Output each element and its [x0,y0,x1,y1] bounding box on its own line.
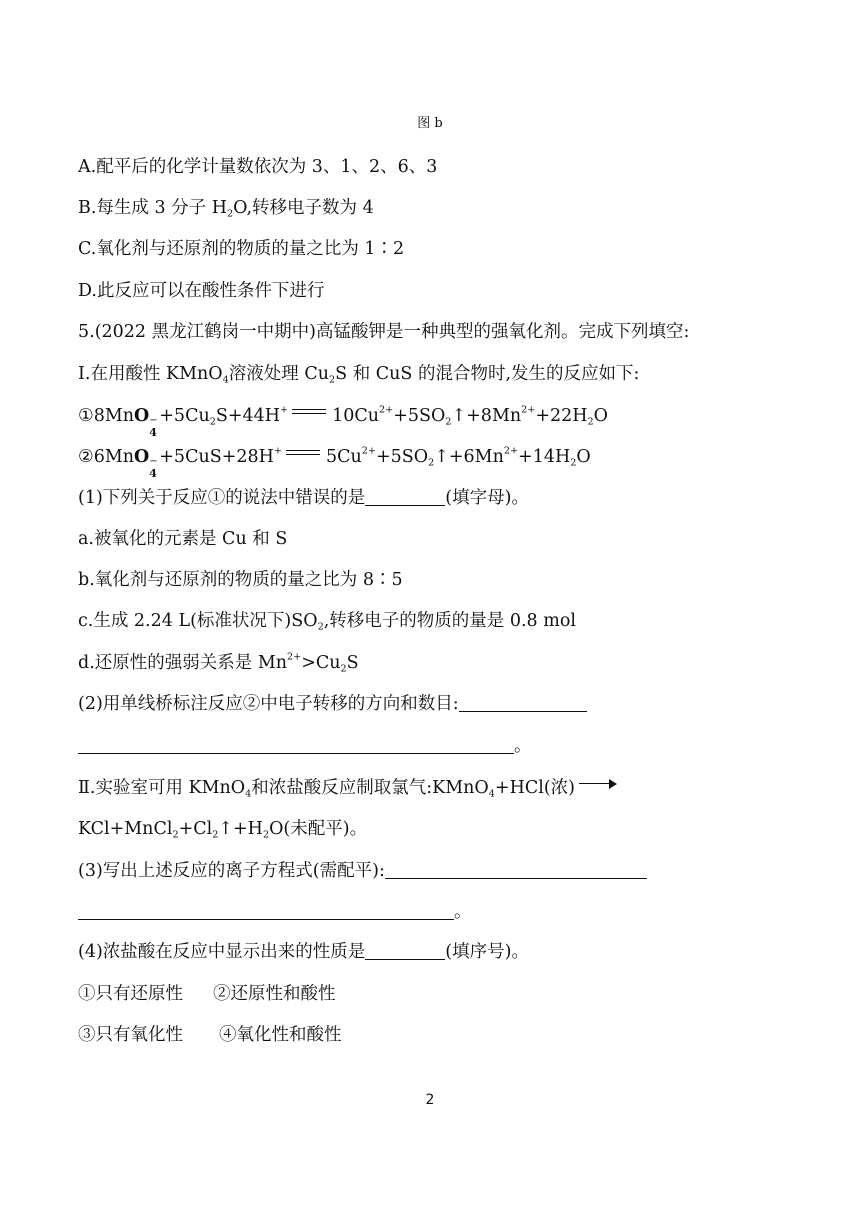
choice-a: a.被氧化的元素是 Cu 和 S [78,529,288,549]
property-option-3: ③只有氧化性 [78,1025,183,1045]
part-2-products: $KCl+MnCl_2+Cl_2↑+H_2O$(未配平)。 [78,819,368,841]
part-2-intro: Ⅱ.实验室可用 KMnO$_4$和浓盐酸反应制取氯气:KMnO$_4$+HCl(浓) [78,776,617,800]
option-c: C.氧化剂与还原剂的物质的量之比为 1∶2 [78,239,405,259]
property-option-4: ④氧化性和酸性 [219,1025,342,1045]
property-options-row-2 [78,1023,342,1047]
page-number: 2 [425,1092,435,1108]
equation-1: ①8MnO − 4 $+5Cu_2S+44H^+$ $10Cu^{2+}+5SO_2↑+8Mn^{2+}+22H_2O$ [78,404,608,439]
equals-sign [286,449,320,459]
choice-b: b.氧化剂与还原剂的物质的量之比为 8∶5 [78,570,403,590]
reaction-arrow [579,779,617,789]
property-options-row-1 [78,982,336,1006]
choice-c: c.生成 2.24 L(标准状况下)$SO_2$,转移电子的物质的量是 0.8 mol [78,611,576,633]
choice-d: d.还原性的强弱关系是 $Mn^{2+}>Cu_2S$ [78,651,359,675]
answer-blank-3a[interactable] [385,860,647,879]
sub-question-2: (2)用单线桥标注反应②中电子转移的方向和数目: [78,692,587,716]
sub-question-4: (4)浓盐酸在反应中显示出来的性质是 (填序号)。 [78,942,529,962]
answer-blank-2a[interactable] [459,693,587,712]
option-a: A.配平后的化学计量数依次为 3、1、2、6、3 [78,157,438,177]
sub-question-2-line2: 。 [78,734,532,758]
property-option-1: ①只有还原性 [78,984,183,1004]
option-d: D.此反应可以在酸性条件下进行 [78,281,325,301]
equals-sign [292,408,326,418]
question-5-stem: 5.(2022 黑龙江鹤岗一中期中)高锰酸钾是一种典型的强氧化剂。完成下列填空: [78,322,690,342]
sub-question-1: (1)下列关于反应①的说法中错误的是 (填字母)。 [78,488,529,508]
answer-blank-2b[interactable] [78,735,514,754]
sub-question-3: (3)写出上述反应的离子方程式(需配平): [78,859,647,883]
answer-blank-3b[interactable] [78,901,454,920]
option-b: B.每生成 3 分子 $H_2O$,转移电子数为 4 [78,198,374,220]
answer-blank-1[interactable] [365,487,445,506]
equation-2: ②6MnO − 4 +5CuS+28H+ $5Cu^{2+}+5SO_2↑+6Mn^{2+}+14H_2O$ [78,445,591,480]
part-1-intro: Ⅰ.在用酸性 KMnO$_4$溶液处理 $Cu_2S$ 和 CuS 的混合物时,发生的反应如下: [78,364,640,386]
answer-blank-4[interactable] [365,941,445,960]
figure-caption: 图 b [417,116,443,131]
property-option-2: ②还原性和酸性 [213,984,336,1004]
sub-question-3-line2: 。 [78,900,472,924]
